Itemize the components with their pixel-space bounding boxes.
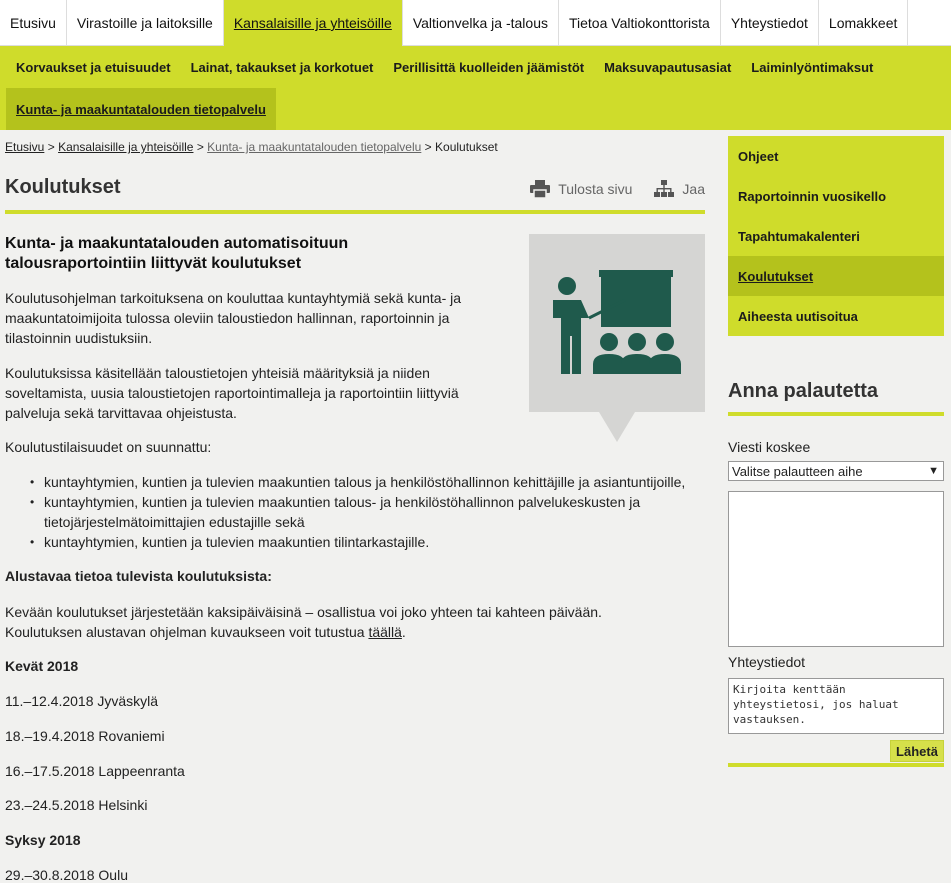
message-textarea[interactable] [728, 491, 944, 647]
paragraph-intro: Koulutusohjelman tarkoituksena on kouluttaa kuntayhtymiä sekä kunta- ja maakuntatoimijoita tulossa oleviin taloustiedon hallinnan, raportoinnin ja tilastoinnin uudistuksiin. [5, 290, 462, 346]
contact-input[interactable]: Kirjoita kenttään yhteystietosi, jos haluat vastauksen. [728, 678, 944, 734]
list-item: • kuntayhtymien, kuntien ja tulevien maakuntien tilintarkastajille. [30, 532, 720, 552]
trainer-presentation-icon [529, 234, 705, 412]
page-title: Koulutukset [5, 176, 121, 198]
schedule-line2-end: . [401, 624, 406, 640]
date-item: 16.–17.5.2018 Lappeenranta [5, 763, 185, 779]
subnav-korvaukset[interactable]: Korvaukset ja etuisuudet [16, 59, 171, 75]
breadcrumb-level2[interactable]: Kunta- ja maakuntatalouden tietopalvelu [207, 140, 422, 154]
date-item: 29.–30.8.2018 Oulu [5, 867, 128, 883]
topnav-valtionvelka[interactable]: Valtionvelka ja -talous [403, 0, 559, 46]
subnav-perillisitta[interactable]: Perillisittä kuolleiden jäämistöt [393, 59, 585, 75]
paragraph-topics: Koulutuksissa käsitellään taloustietojen yhteisiä määrityksiä ja niiden soveltamista, uusia taloustietojen raportointimalleja ja raportointiin liittyviä palveluja sekä tarvittavaa ohjeistusta. [5, 365, 459, 421]
schedule-line2: Koulutuksen alustavan ohjelman kuvaukseen voit tutustua [5, 624, 369, 640]
subnav-maksuvapautus[interactable]: Maksuvapautusasiat [604, 59, 732, 75]
share-button[interactable] [654, 180, 705, 198]
paragraph-audience: Koulutustilaisuudet on suunnattu: [5, 439, 212, 455]
print-label: Tulosta sivu [558, 181, 633, 197]
sub-navigation [0, 46, 951, 130]
illustration-tail [599, 412, 635, 442]
content-heading: Kunta- ja maakuntatalouden automatisoituun talousraportointiin liittyvät koulutukset [5, 235, 349, 272]
list-item: • kuntayhtymien, kuntien ja tulevien maakuntien talous ja henkilöstöhallinnon kehittäjille ja asiantuntijoille, [30, 472, 720, 492]
sitemap-icon [654, 180, 674, 198]
print-button[interactable] [530, 180, 632, 198]
topic-select[interactable] [728, 461, 944, 481]
printer-icon [530, 180, 550, 198]
topic-label: Viesti koskee [728, 439, 811, 455]
subnav-laiminlyonti[interactable]: Laiminlyöntimaksut [751, 59, 874, 75]
share-label: Jaa [682, 181, 705, 197]
topnav-tietoa[interactable]: Tietoa Valtiokonttorista [559, 0, 721, 46]
topnav-kansalaisille[interactable]: Kansalaisille ja yhteisöille [224, 0, 403, 46]
breadcrumb-separator: > [424, 140, 432, 154]
breadcrumb-home[interactable]: Etusivu [5, 140, 45, 154]
sidebar-item-koulutukset[interactable]: Koulutukset [728, 256, 944, 296]
feedback-divider [728, 412, 944, 416]
subnav-lainat[interactable]: Lainat, takaukset ja korkotuet [190, 59, 374, 75]
feedback-bottom-divider [728, 763, 944, 767]
date-item: 23.–24.5.2018 Helsinki [5, 797, 148, 813]
sidebar-menu [728, 136, 944, 336]
page-tools [530, 180, 705, 198]
list-item: • kuntayhtymien, kuntien ja tulevien maakuntien talous- ja henkilöstöhallinnon palvelukeskusten ja tietojärjestelmätoimittajien edustajille sekä [30, 492, 720, 532]
title-divider [5, 210, 705, 214]
spring-heading: Kevät 2018 [5, 658, 79, 674]
main-content [5, 130, 705, 883]
illustration [529, 234, 705, 412]
breadcrumb-level1[interactable]: Kansalaisille ja yhteisöille [58, 140, 194, 154]
sidebar-item-uutisoitua[interactable]: Aiheesta uutisoitua [738, 308, 858, 324]
topic-select-value: Valitse palautteen aihe [732, 463, 863, 479]
sidebar-item-ohjeet[interactable]: Ohjeet [738, 148, 779, 164]
breadcrumb-separator: > [196, 140, 204, 154]
topnav-etusivu[interactable]: Etusivu [0, 0, 67, 46]
topnav-virastoille[interactable]: Virastoille ja laitoksille [67, 0, 224, 46]
breadcrumb [5, 140, 498, 154]
prelim-heading: Alustavaa tietoa tulevista koulutuksista: [5, 568, 272, 584]
chevron-down-icon: ▼ [928, 465, 939, 477]
paragraph-schedule [5, 602, 705, 642]
feedback-title: Anna palautetta [728, 380, 879, 402]
schedule-line1: Kevään koulutukset järjestetään kaksipäiväisinä – osallistua voi joko yhteen tai kahteen päivään. [5, 604, 602, 620]
breadcrumb-current: Koulutukset [435, 140, 498, 154]
topnav-lomakkeet[interactable]: Lomakkeet [819, 0, 908, 46]
sidebar-item-vuosikello[interactable]: Raportoinnin vuosikello [738, 188, 887, 204]
contact-label: Yhteystiedot [728, 654, 806, 670]
topnav-yhteystiedot[interactable]: Yhteystiedot [721, 0, 819, 46]
top-navigation [0, 0, 951, 46]
breadcrumb-separator: > [47, 140, 55, 154]
date-item: 18.–19.4.2018 Rovaniemi [5, 728, 165, 744]
subnav-kuntatalous[interactable]: Kunta- ja maakuntatalouden tietopalvelu [6, 88, 276, 130]
date-item: 11.–12.4.2018 Jyväskylä [5, 693, 159, 709]
autumn-heading: Syksy 2018 [5, 832, 81, 848]
send-button[interactable]: Lähetä [890, 740, 944, 762]
program-link[interactable]: täällä [368, 624, 402, 640]
sidebar-item-tapahtumakalenteri[interactable]: Tapahtumakalenteri [738, 228, 860, 244]
audience-list [30, 472, 720, 552]
